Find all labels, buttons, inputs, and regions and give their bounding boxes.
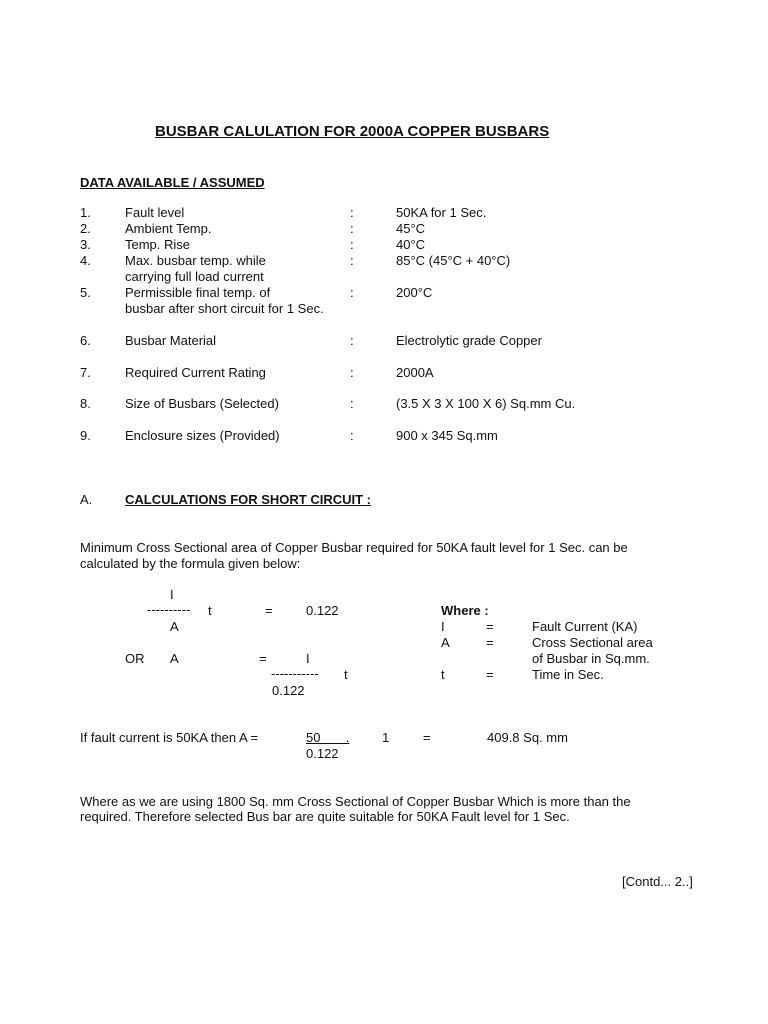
section-heading: CALCULATIONS FOR SHORT CIRCUIT : — [125, 492, 372, 507]
where-description-continued: of Busbar in Sq.mm. — [532, 651, 650, 666]
item-label: Required Current Rating — [125, 365, 266, 380]
item-label: Permissible final temp. of — [125, 285, 271, 300]
calc-result: 409.8 Sq. mm — [487, 730, 568, 745]
data-heading: DATA AVAILABLE / ASSUMED — [80, 175, 265, 190]
where-equals: = — [486, 619, 494, 634]
item-value: Electrolytic grade Copper — [396, 333, 542, 348]
formula-equals2: = — [259, 651, 267, 666]
item-value: 85°C (45°C + 40°C) — [396, 253, 511, 268]
intro-line: calculated by the formula given below: — [80, 556, 301, 571]
calc-one: 1 — [382, 730, 390, 745]
formula-t2: t — [344, 667, 348, 682]
item-colon: : — [350, 253, 354, 268]
item-value: 900 x 345 Sq.mm — [396, 428, 498, 443]
item-number: 9. — [80, 428, 91, 443]
formula-dashes: ---------- — [147, 602, 191, 617]
formula-a2: A — [170, 651, 179, 666]
item-value: 45°C — [396, 221, 426, 236]
item-colon: : — [350, 237, 354, 252]
item-value: 50KA for 1 Sec. — [396, 205, 487, 220]
item-number: 8. — [80, 396, 91, 411]
formula-i2: I — [306, 651, 310, 666]
where-description: Fault Current (KA) — [532, 619, 638, 634]
item-colon: : — [350, 205, 354, 220]
where-symbol: t — [441, 667, 445, 682]
calc-denominator: 0.122 — [306, 746, 339, 761]
page-title: BUSBAR CALULATION FOR 2000A COPPER BUSBARS — [155, 123, 550, 140]
item-colon: : — [350, 396, 354, 411]
formula-or: OR — [125, 651, 145, 666]
item-number: 1. — [80, 205, 91, 220]
conclusion-line: required. Therefore selected Bus bar are quite suitable for 50KA Fault level for 1 Sec. — [80, 809, 570, 824]
continued-marker: [Contd... 2..] — [622, 874, 693, 889]
item-number: 5. — [80, 285, 91, 300]
section-letter: A. — [80, 492, 93, 507]
conclusion-line: Where as we are using 1800 Sq. mm Cross Sectional of Copper Busbar Which is more than the — [80, 794, 631, 809]
item-colon: : — [350, 365, 354, 380]
where-equals: = — [486, 667, 494, 682]
item-colon: : — [350, 285, 354, 300]
calc-numerator: 50 . — [306, 730, 350, 745]
where-description: Cross Sectional area — [532, 635, 653, 650]
where-symbol: I — [441, 619, 445, 634]
formula-dashes2: ----------- — [271, 666, 319, 681]
where-symbol: A — [441, 635, 450, 650]
formula-denominator: 0.122 — [272, 683, 305, 698]
item-number: 3. — [80, 237, 91, 252]
item-value: (3.5 X 3 X 100 X 6) Sq.mm Cu. — [396, 396, 576, 411]
calc-equals: = — [423, 730, 431, 745]
where-heading: Where : — [441, 603, 489, 618]
item-value: 40°C — [396, 237, 426, 252]
item-label: Busbar Material — [125, 333, 217, 348]
item-label: Fault level — [125, 205, 185, 220]
formula-value: 0.122 — [306, 603, 339, 618]
item-number: 6. — [80, 333, 91, 348]
formula-t: t — [208, 603, 212, 618]
item-number: 7. — [80, 365, 91, 380]
item-label: Size of Busbars (Selected) — [125, 396, 279, 411]
item-number: 4. — [80, 253, 91, 268]
item-label: Max. busbar temp. while — [125, 253, 266, 268]
intro-line: Minimum Cross Sectional area of Copper Busbar required for 50KA fault level for 1 Sec. can be — [80, 540, 628, 555]
calc-prefix: If fault current is 50KA then A = — [80, 730, 259, 745]
item-label-continued: carrying full load current — [125, 269, 264, 284]
item-label: Temp. Rise — [125, 237, 191, 252]
item-label: Enclosure sizes (Provided) — [125, 428, 280, 443]
item-label-continued: busbar after short circuit for 1 Sec. — [125, 301, 324, 316]
formula-equals: = — [265, 603, 273, 618]
formula-a: A — [170, 619, 179, 634]
where-description: Time in Sec. — [532, 667, 604, 682]
item-colon: : — [350, 428, 354, 443]
item-number: 2. — [80, 221, 91, 236]
item-value: 2000A — [396, 365, 434, 380]
item-colon: : — [350, 221, 354, 236]
item-label: Ambient Temp. — [125, 221, 212, 236]
formula-i: I — [170, 587, 174, 602]
item-colon: : — [350, 333, 354, 348]
where-equals: = — [486, 635, 494, 650]
item-value: 200°C — [396, 285, 433, 300]
